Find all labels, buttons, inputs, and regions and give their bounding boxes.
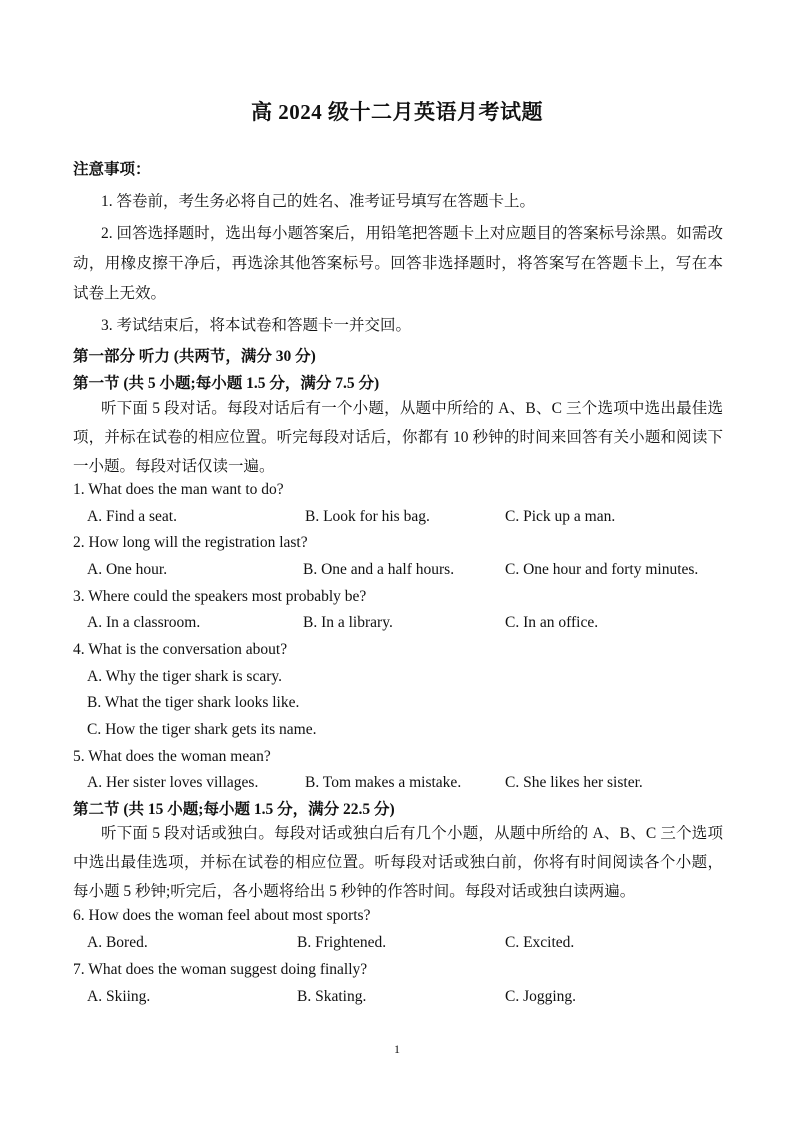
q4-option-c: C. How the tiger shark gets its name. bbox=[87, 721, 317, 738]
section2-heading: 第二节 (共 15 小题;每小题 1.5 分，满分 22.5 分) bbox=[73, 801, 395, 818]
section1-heading: 第一节 (共 5 小题;每小题 1.5 分，满分 7.5 分) bbox=[73, 375, 380, 392]
q2-option-a: A. One hour. bbox=[87, 561, 168, 578]
q7-option-c: C. Jogging. bbox=[505, 988, 577, 1005]
q1-option-c: C. Pick up a man. bbox=[505, 508, 616, 525]
page-number: 1 bbox=[394, 1042, 400, 1056]
q3-option-c: C. In an office. bbox=[505, 614, 599, 631]
part1-heading: 第一部分 听力 (共两节，满分 30 分) bbox=[73, 348, 316, 365]
q1-option-a: A. Find a seat. bbox=[87, 508, 177, 525]
question-6: 6. How does the woman feel about most sports? bbox=[73, 907, 371, 924]
q6-option-c: C. Excited. bbox=[505, 934, 575, 951]
question-3: 3. Where could the speakers most probably be? bbox=[73, 588, 367, 605]
q2-option-c: C. One hour and forty minutes. bbox=[505, 561, 699, 578]
q6-option-b: B. Frightened. bbox=[297, 934, 387, 951]
section1-instructions: 听下面 5 段对话。每段对话后有一个小题，从题中所给的 A、B、C 三个选项中选出最佳选项，并标在试卷的相应位置。听完每段对话后，你都有 10 秒钟的时间来回答有关小题和阅读下一小题。每段对话仅读一遍。 bbox=[73, 400, 723, 475]
q3-option-a: A. In a classroom. bbox=[87, 614, 201, 631]
section2-instructions: 听下面 5 段对话或独白。每段对话或独白后有几个小题，从题中所给的 A、B、C 三个选项中选出最佳选项，并标在试卷的相应位置。听每段对话或独白前，你将有时间阅读各个小题，每小题 5 秒钟;听完后，各小题将给出 5 秒钟的作答时间。每段对话或独白读两遍。 bbox=[73, 825, 723, 900]
question-7: 7. What does the woman suggest doing finally? bbox=[73, 961, 368, 978]
question-2: 2. How long will the registration last? bbox=[73, 534, 308, 551]
notice-item-3: 3. 考试结束后，将本试卷和答题卡一并交回。 bbox=[101, 317, 412, 334]
q5-option-c: C. She likes her sister. bbox=[505, 774, 643, 791]
q6-option-a: A. Bored. bbox=[87, 934, 148, 951]
q4-option-a: A. Why the tiger shark is scary. bbox=[87, 668, 282, 685]
q2-option-b: B. One and a half hours. bbox=[303, 561, 455, 578]
question-1: 1. What does the man want to do? bbox=[73, 481, 284, 498]
notice-item-2: 2. 回答选择题时，选出每小题答案后，用铅笔把答题卡上对应题目的答案标号涂黑。如需改动，用橡皮擦干净后，再选涂其他答案标号。回答非选择题时，将答案写在答题卡上，写在本试卷上无效。 bbox=[73, 225, 723, 302]
question-5: 5. What does the woman mean? bbox=[73, 748, 271, 765]
notice-item-1: 1. 答卷前，考生务必将自己的姓名、准考证号填写在答题卡上。 bbox=[101, 193, 536, 210]
q1-option-b: B. Look for his bag. bbox=[305, 508, 430, 525]
notice-heading: 注意事项： bbox=[73, 161, 151, 178]
q3-option-b: B. In a library. bbox=[303, 614, 393, 631]
q5-option-a: A. Her sister loves villages. bbox=[87, 774, 259, 791]
q7-option-b: B. Skating. bbox=[297, 988, 367, 1005]
q4-option-b: B. What the tiger shark looks like. bbox=[87, 694, 300, 711]
page-title: 高 2024 级十二月英语月考试题 bbox=[251, 100, 543, 124]
q5-option-b: B. Tom makes a mistake. bbox=[305, 774, 462, 791]
question-4: 4. What is the conversation about? bbox=[73, 641, 288, 658]
q7-option-a: A. Skiing. bbox=[87, 988, 151, 1005]
